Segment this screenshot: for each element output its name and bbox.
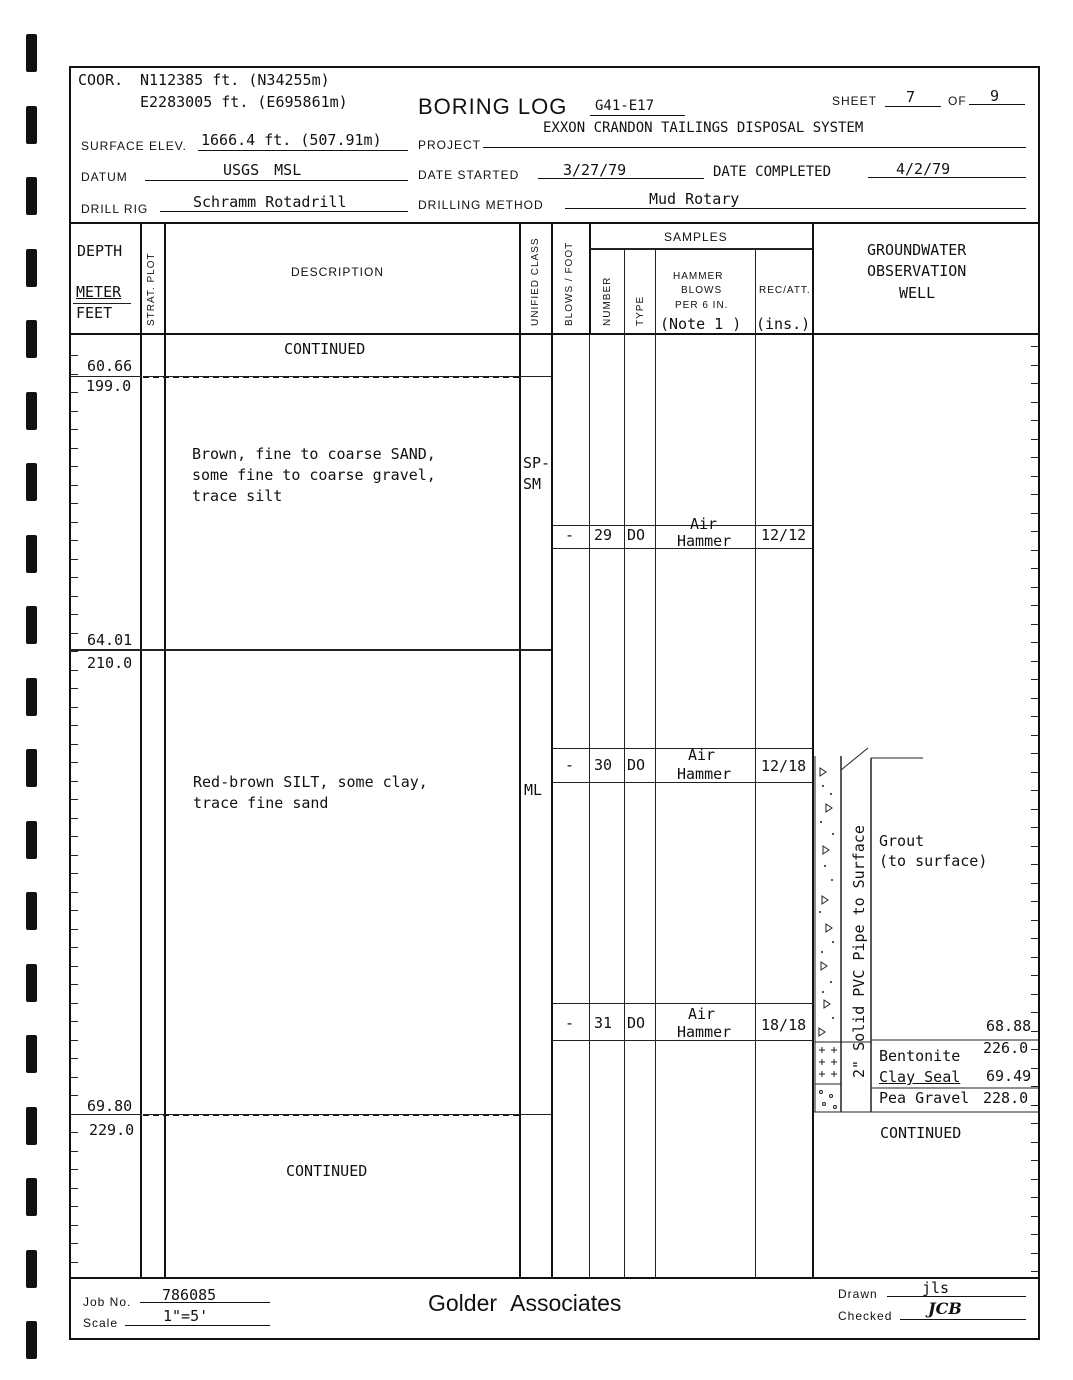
well-tick: [1031, 1142, 1038, 1143]
well-continued: CONTINUED: [880, 1124, 962, 1142]
depth-tick: [70, 892, 78, 893]
drawn-line: [887, 1296, 1026, 1297]
drawn-value: jls: [922, 1279, 950, 1297]
boundary-229-solid: [143, 1114, 551, 1115]
rec-col-line-top: [755, 249, 756, 335]
binder-hole: [26, 249, 37, 287]
binder-hole: [26, 177, 37, 215]
depth-tick: [70, 1169, 78, 1170]
sample-31-type: DO: [627, 1014, 646, 1032]
project-label: PROJECT: [418, 138, 482, 152]
hammer-header-2: BLOWS: [681, 285, 723, 296]
depth-tick: [70, 855, 78, 856]
date-started-line: [538, 178, 704, 179]
well-tick: [1031, 1197, 1038, 1198]
well-tick: [1031, 1271, 1038, 1272]
grout-pattern: [819, 768, 832, 1036]
depth-tick: [70, 1058, 78, 1059]
sample-29-type: DO: [627, 526, 646, 544]
surface-elev-line: [198, 150, 408, 151]
depth-tick: [70, 1077, 78, 1078]
well-tick: [1031, 698, 1038, 699]
drill-rig-value: Schramm Rotadrill: [193, 193, 347, 211]
well-diagram: [813, 756, 1039, 1116]
depth-tick: [70, 1132, 78, 1133]
sheet-of-label: OF: [948, 94, 967, 108]
well-tick: [1031, 1179, 1038, 1180]
depth-tick: [70, 1225, 78, 1226]
depth-tick: [70, 744, 78, 745]
depth-tick: [70, 1003, 78, 1004]
class-col-line-top: [519, 222, 521, 335]
depth-1-feet: 199.0: [86, 377, 132, 395]
s30-top-line: [552, 748, 813, 749]
hammer-header-1: HAMMER: [673, 271, 724, 282]
depth-tick: [70, 596, 78, 597]
depth-2-feet: 210.0: [87, 654, 133, 672]
depth-tick: [70, 818, 78, 819]
boundary-210: [70, 649, 551, 651]
well-tick: [1031, 1160, 1038, 1161]
job-number-value: 786085: [162, 1286, 217, 1304]
depth-tick: [70, 1188, 78, 1189]
coor-north: N112385 ft. (N34255m): [140, 71, 330, 89]
well-tick: [1031, 476, 1038, 477]
well-tick: [1031, 679, 1038, 680]
sample-31-blows: -: [565, 1014, 575, 1032]
depth-tick: [70, 1243, 78, 1244]
hammer-header-3: PER 6 IN.: [675, 300, 729, 311]
ins-header: (ins.): [756, 315, 811, 333]
sample-29-hammer-2: Hammer: [677, 535, 732, 548]
depth-tick: [70, 651, 78, 652]
well-tick: [1031, 716, 1038, 717]
meter-header: METER: [76, 283, 122, 301]
frame-bottom: [69, 1338, 1040, 1340]
feet-header: FEET: [76, 304, 113, 322]
unified-class-header: UNIFIED CLASS: [530, 237, 541, 326]
depth-tick: [70, 1206, 78, 1207]
binder-hole: [26, 320, 37, 358]
scale-value: 1"=5': [163, 1307, 209, 1325]
surface-elev-label: SURFACE ELEV.: [81, 139, 187, 153]
boundary-199-solid: [143, 376, 551, 377]
frame-right: [1038, 66, 1040, 1340]
well-tick: [1031, 568, 1038, 569]
job-number-label: Job No.: [83, 1295, 132, 1309]
frame-top: [69, 66, 1040, 68]
depth-3-feet: 229.0: [89, 1121, 135, 1139]
surface-elev-value: 1666.4 ft. (507.91m): [201, 131, 382, 149]
sheet-number: 7: [906, 88, 916, 106]
sample-30-hammer-2: Hammer: [677, 765, 732, 783]
sample-29-blows: -: [565, 526, 575, 544]
sample-30-type: DO: [627, 756, 646, 774]
depth-tick: [70, 633, 78, 634]
depth-tick: [70, 466, 78, 467]
sample-31-hammer-1: Air: [688, 1005, 716, 1023]
well-tick: [1031, 587, 1038, 588]
binder-hole: [26, 34, 37, 72]
date-completed-value: 4/2/79: [896, 160, 951, 178]
depth-tick: [70, 392, 78, 393]
sample-30-blows: -: [565, 756, 575, 774]
depth-header: DEPTH: [77, 242, 123, 260]
binder-hole: [26, 392, 37, 430]
depth-tick: [70, 799, 78, 800]
depth-2-meter: 64.01: [87, 631, 133, 649]
depth-tick: [70, 614, 78, 615]
binder-hole: [26, 821, 37, 859]
well-tick: [1031, 550, 1038, 551]
log-id-line: [590, 115, 685, 116]
clay-seal-label: Clay Seal: [879, 1068, 961, 1086]
checked-label: Checked: [838, 1309, 893, 1323]
drill-rig-line: [160, 211, 408, 212]
depth-tick: [70, 522, 78, 523]
drill-rig-label: DRILL RIG: [81, 202, 149, 216]
depth-tick: [70, 1114, 78, 1115]
number-col-line: [589, 335, 590, 1278]
gw-col-line-top: [812, 222, 814, 335]
depth-tick: [70, 559, 78, 560]
well-elev-1: 68.88: [986, 1017, 1032, 1035]
binder-hole: [26, 106, 37, 144]
job-number-line: [140, 1302, 270, 1303]
bentonite-pattern: [819, 1047, 837, 1077]
sheet-total: 9: [990, 87, 1000, 105]
well-tick: [1031, 365, 1038, 366]
depth-tick: [70, 929, 78, 930]
datum-label: DATUM: [81, 170, 128, 184]
checked-signature: JCB: [928, 1299, 962, 1318]
well-tick: [1031, 1123, 1038, 1124]
pea-gravel-pattern: [820, 1091, 837, 1109]
sheet-total-line: [969, 104, 1025, 105]
groundwater-header-2: OBSERVATION: [867, 262, 967, 280]
depth-3-meter: 69.80: [87, 1097, 133, 1115]
binder-hole: [26, 678, 37, 716]
sample-29-number: 29: [594, 526, 613, 544]
depth-tick: [70, 485, 78, 486]
well-tick: [1031, 439, 1038, 440]
depth-tick: [70, 577, 78, 578]
sample-29-hammer-1: Air: [690, 515, 718, 533]
depth-tick: [70, 1151, 78, 1152]
layer-2-class: ML: [524, 781, 543, 799]
blows-foot-header: BLOWS / FOOT: [564, 241, 575, 326]
rec-col-line: [755, 335, 756, 1278]
sample-30-number: 30: [594, 756, 613, 774]
depth-tick: [70, 1021, 78, 1022]
sheet-number-line: [885, 106, 941, 107]
well-tick: [1031, 1253, 1038, 1254]
type-col-line: [624, 335, 625, 1278]
binder-hole: [26, 463, 37, 501]
project-line: [483, 147, 1026, 148]
depth-tick: [70, 947, 78, 948]
depth-tick: [70, 966, 78, 967]
sample-29-rec: 12/12: [761, 526, 807, 544]
pea-gravel-label: Pea Gravel: [879, 1089, 970, 1107]
layer-1-class: SP- SM: [523, 454, 551, 493]
hammer-note: (Note 1 ): [660, 315, 742, 333]
binder-hole: [26, 964, 37, 1002]
samples-header: SAMPLES: [664, 230, 728, 244]
depth-tick: [70, 448, 78, 449]
datum-line: [145, 180, 408, 181]
binder-hole: [26, 1250, 37, 1288]
continued-top: CONTINUED: [284, 340, 366, 358]
depth-tick: [70, 707, 78, 708]
class-col-line: [519, 335, 521, 1278]
type-header: TYPE: [635, 295, 646, 326]
depth-tick: [70, 503, 78, 504]
well-tick: [1031, 457, 1038, 458]
drawn-label: Drawn: [838, 1287, 878, 1301]
well-elev-4: 228.0: [983, 1089, 1029, 1107]
depth-1-meter: 60.66: [87, 357, 133, 375]
well-tick: [1031, 402, 1038, 403]
desc-col-line: [164, 335, 166, 1278]
depth-tick: [70, 1262, 78, 1263]
well-tick: [1031, 420, 1038, 421]
type-col-line-top: [624, 249, 625, 335]
depth-tick: [70, 670, 78, 671]
depth-tick: [70, 374, 78, 375]
rec-att-header: REC/ATT.: [759, 285, 811, 296]
groundwater-header-3: WELL: [899, 284, 936, 302]
well-tick: [1031, 605, 1038, 606]
depth-tick: [70, 411, 78, 412]
desc-col-line-top: [164, 222, 166, 335]
depth-tick: [70, 910, 78, 911]
strat-col-line-top: [140, 222, 142, 335]
frame-left: [69, 66, 71, 1340]
depth-tick: [70, 1040, 78, 1041]
date-completed-label: DATE COMPLETED: [713, 164, 832, 180]
sample-31-number: 31: [594, 1014, 613, 1032]
sample-30-rec: 12/18: [761, 757, 807, 775]
s29-bottom-line: [552, 548, 813, 549]
binder-hole: [26, 606, 37, 644]
well-tick: [1031, 346, 1038, 347]
groundwater-header-1: GROUNDWATER: [867, 241, 967, 259]
well-elev-3: 69.49: [986, 1067, 1032, 1085]
well-tick: [1031, 753, 1038, 754]
depth-tick: [70, 781, 78, 782]
depth-tick: [70, 873, 78, 874]
well-tick: [1031, 661, 1038, 662]
well-tick: [1031, 1216, 1038, 1217]
bentonite-label: Bentonite: [879, 1047, 961, 1065]
binder-hole: [26, 535, 37, 573]
sheet-label: SHEET: [832, 94, 878, 108]
well-tick: [1031, 494, 1038, 495]
date-started-label: DATE STARTED: [418, 168, 520, 182]
s31-top-line: [552, 1003, 813, 1004]
sample-31-rec: 18/18: [761, 1016, 807, 1034]
coor-east: E2283005 ft. (E695861m): [140, 93, 348, 111]
depth-tick: [70, 1095, 78, 1096]
grout-label-1: Grout: [879, 832, 925, 850]
binder-hole: [26, 1321, 37, 1359]
layer-1-description: Brown, fine to coarse SAND, some fine to coarse gravel, trace silt: [192, 445, 436, 505]
log-id: G41-E17: [595, 98, 655, 114]
well-elev-2: 226.0: [983, 1039, 1029, 1057]
strat-col-line: [140, 335, 142, 1278]
number-header: NUMBER: [602, 276, 613, 326]
depth-tick: [70, 540, 78, 541]
well-tick: [1031, 1234, 1038, 1235]
continued-bottom: CONTINUED: [286, 1162, 368, 1180]
date-started-value: 3/27/79: [563, 161, 627, 179]
scale-line: [125, 1325, 270, 1326]
grout-label-2: (to surface): [879, 852, 988, 870]
checked-line: [900, 1319, 1026, 1320]
well-tick: [1031, 735, 1038, 736]
binder-hole: [26, 1107, 37, 1145]
date-completed-line: [868, 177, 1026, 178]
column-header-divider: [69, 333, 1040, 335]
binder-hole: [26, 1035, 37, 1073]
depth-tick: [70, 429, 78, 430]
document-title: BORING LOG: [418, 94, 568, 119]
scale-label: Scale: [83, 1316, 119, 1330]
depth-tick: [70, 725, 78, 726]
binder-hole: [26, 1178, 37, 1216]
binder-hole: [26, 892, 37, 930]
header-divider: [69, 222, 1040, 224]
drilling-method-label: DRILLING METHOD: [418, 198, 544, 212]
hammer-col-line: [655, 335, 656, 1278]
description-header: DESCRIPTION: [291, 265, 385, 279]
grout-dots: [819, 785, 834, 1019]
binder-hole: [26, 749, 37, 787]
well-tick: [1031, 531, 1038, 532]
depth-tick: [70, 762, 78, 763]
drilling-method-line: [565, 208, 1026, 209]
pvc-pipe-label: 2" Solid PVC Pipe to Surface: [850, 825, 868, 1078]
project-value: EXXON CRANDON TAILINGS DISPOSAL SYSTEM: [543, 120, 864, 136]
blows-col-line-top: [551, 222, 553, 335]
well-tick: [1031, 383, 1038, 384]
footer-divider: [69, 1277, 1040, 1279]
drilling-method-value: Mud Rotary: [649, 190, 740, 208]
sample-30-hammer-1: Air: [688, 746, 716, 764]
depth-tick: [70, 688, 78, 689]
layer-2-description: Red-brown SILT, some clay, trace fine sand: [193, 773, 428, 812]
coor-label: COOR.: [78, 71, 124, 89]
well-tick: [1031, 513, 1038, 514]
samples-col-line-top: [589, 222, 591, 335]
company-name: Golder Associates: [428, 1290, 622, 1316]
blows-col-line: [551, 335, 553, 1278]
depth-tick: [70, 984, 78, 985]
hammer-col-line-top: [655, 249, 656, 335]
well-tick: [1031, 624, 1038, 625]
well-tick: [1031, 642, 1038, 643]
sample-31-hammer-2: Hammer: [677, 1023, 732, 1041]
strat-plot-header: STRAT. PLOT: [146, 252, 157, 326]
depth-tick: [70, 836, 78, 837]
datum-value: USGS MSL: [223, 161, 302, 179]
depth-tick: [70, 355, 78, 356]
